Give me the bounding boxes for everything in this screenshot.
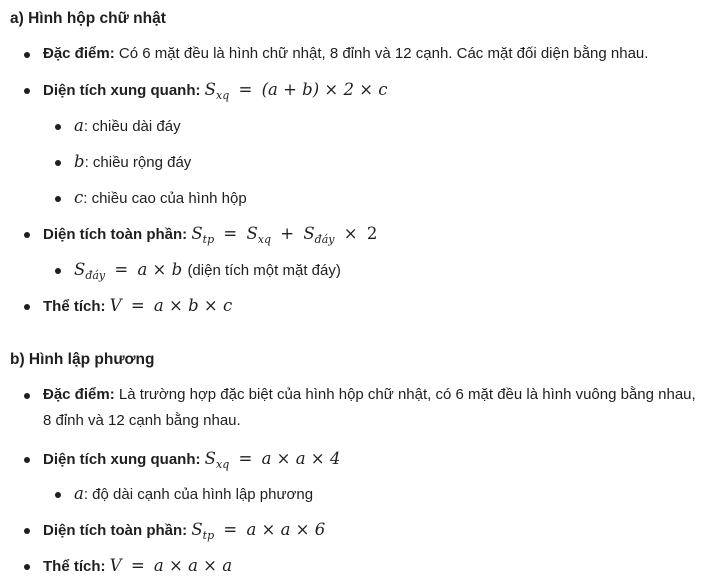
a-base-area-note: (diện tích một mặt đáy) <box>187 262 341 279</box>
a-lateral-area-formula: $S_{xq} = (a + b) \times 2 \times c$ <box>204 80 388 102</box>
var-symbol: a <box>74 484 84 503</box>
var-symbol: b <box>74 152 85 171</box>
bullet-icon <box>24 232 30 238</box>
section-a-title: a) Hình hộp chữ nhật <box>10 10 166 27</box>
var-desc: : độ dài cạnh của hình lập phương <box>83 486 314 503</box>
bullet-icon <box>55 268 61 274</box>
bullet-icon <box>55 196 61 202</box>
a-base-area-formula: $S_{đáy} = a \times b$ <box>74 260 183 282</box>
a-total-area-formula: $S_{tp} = S_{xq} + S_{đáy} \times 2$ <box>191 224 378 246</box>
a-volume-label: Thể tích: <box>43 298 106 315</box>
var-desc: : chiều cao của hình hộp <box>83 190 247 207</box>
var-desc: : chiều dài đáy <box>83 118 181 135</box>
b-volume-label: Thể tích: <box>43 558 106 575</box>
b-features-text: Là trường hợp đặc biệt của hình hộp chữ nhật, có 6 mặt đều là hình vuông bằng nhau, 8 đỉnh và 12 cạnh bằng nhau. <box>43 386 696 429</box>
bullet-icon <box>55 160 61 166</box>
b-lateral-area-label: Diện tích xung quanh: <box>43 451 201 468</box>
bullet-icon <box>24 457 30 463</box>
bullet-icon <box>24 88 30 94</box>
bullet-icon <box>24 52 30 58</box>
b-volume-formula: V = a × a × a <box>109 556 233 575</box>
b-total-area-label: Diện tích toàn phần: <box>43 522 188 539</box>
bullet-icon <box>24 393 30 399</box>
bullet-icon <box>55 124 61 130</box>
bullet-icon <box>55 492 61 498</box>
a-volume-formula: V = a × b × c <box>109 296 233 315</box>
a-features-label: Đặc điểm: <box>43 45 115 62</box>
a-features-text: Có 6 mặt đều là hình chữ nhật, 8 đỉnh và 12 cạnh. Các mặt đối diện bằng nhau. <box>114 45 649 62</box>
section-b-title: b) Hình lập phương <box>10 351 155 368</box>
var-symbol: a <box>74 116 84 135</box>
var-desc: : chiều rộng đáy <box>84 154 192 171</box>
a-total-area-label: Diện tích toàn phần: <box>43 226 188 243</box>
bullet-icon <box>24 304 30 310</box>
b-total-area-formula: $S_{tp} = a \times a \times 6$ <box>191 520 326 542</box>
var-symbol: c <box>74 188 84 207</box>
bullet-icon <box>24 528 30 534</box>
a-lateral-area-label: Diện tích xung quanh: <box>43 82 201 99</box>
b-lateral-area-formula: $S_{xq} = a \times a \times 4$ <box>204 449 341 471</box>
b-features-label: Đặc điểm: <box>43 386 115 403</box>
bullet-icon <box>24 564 30 570</box>
